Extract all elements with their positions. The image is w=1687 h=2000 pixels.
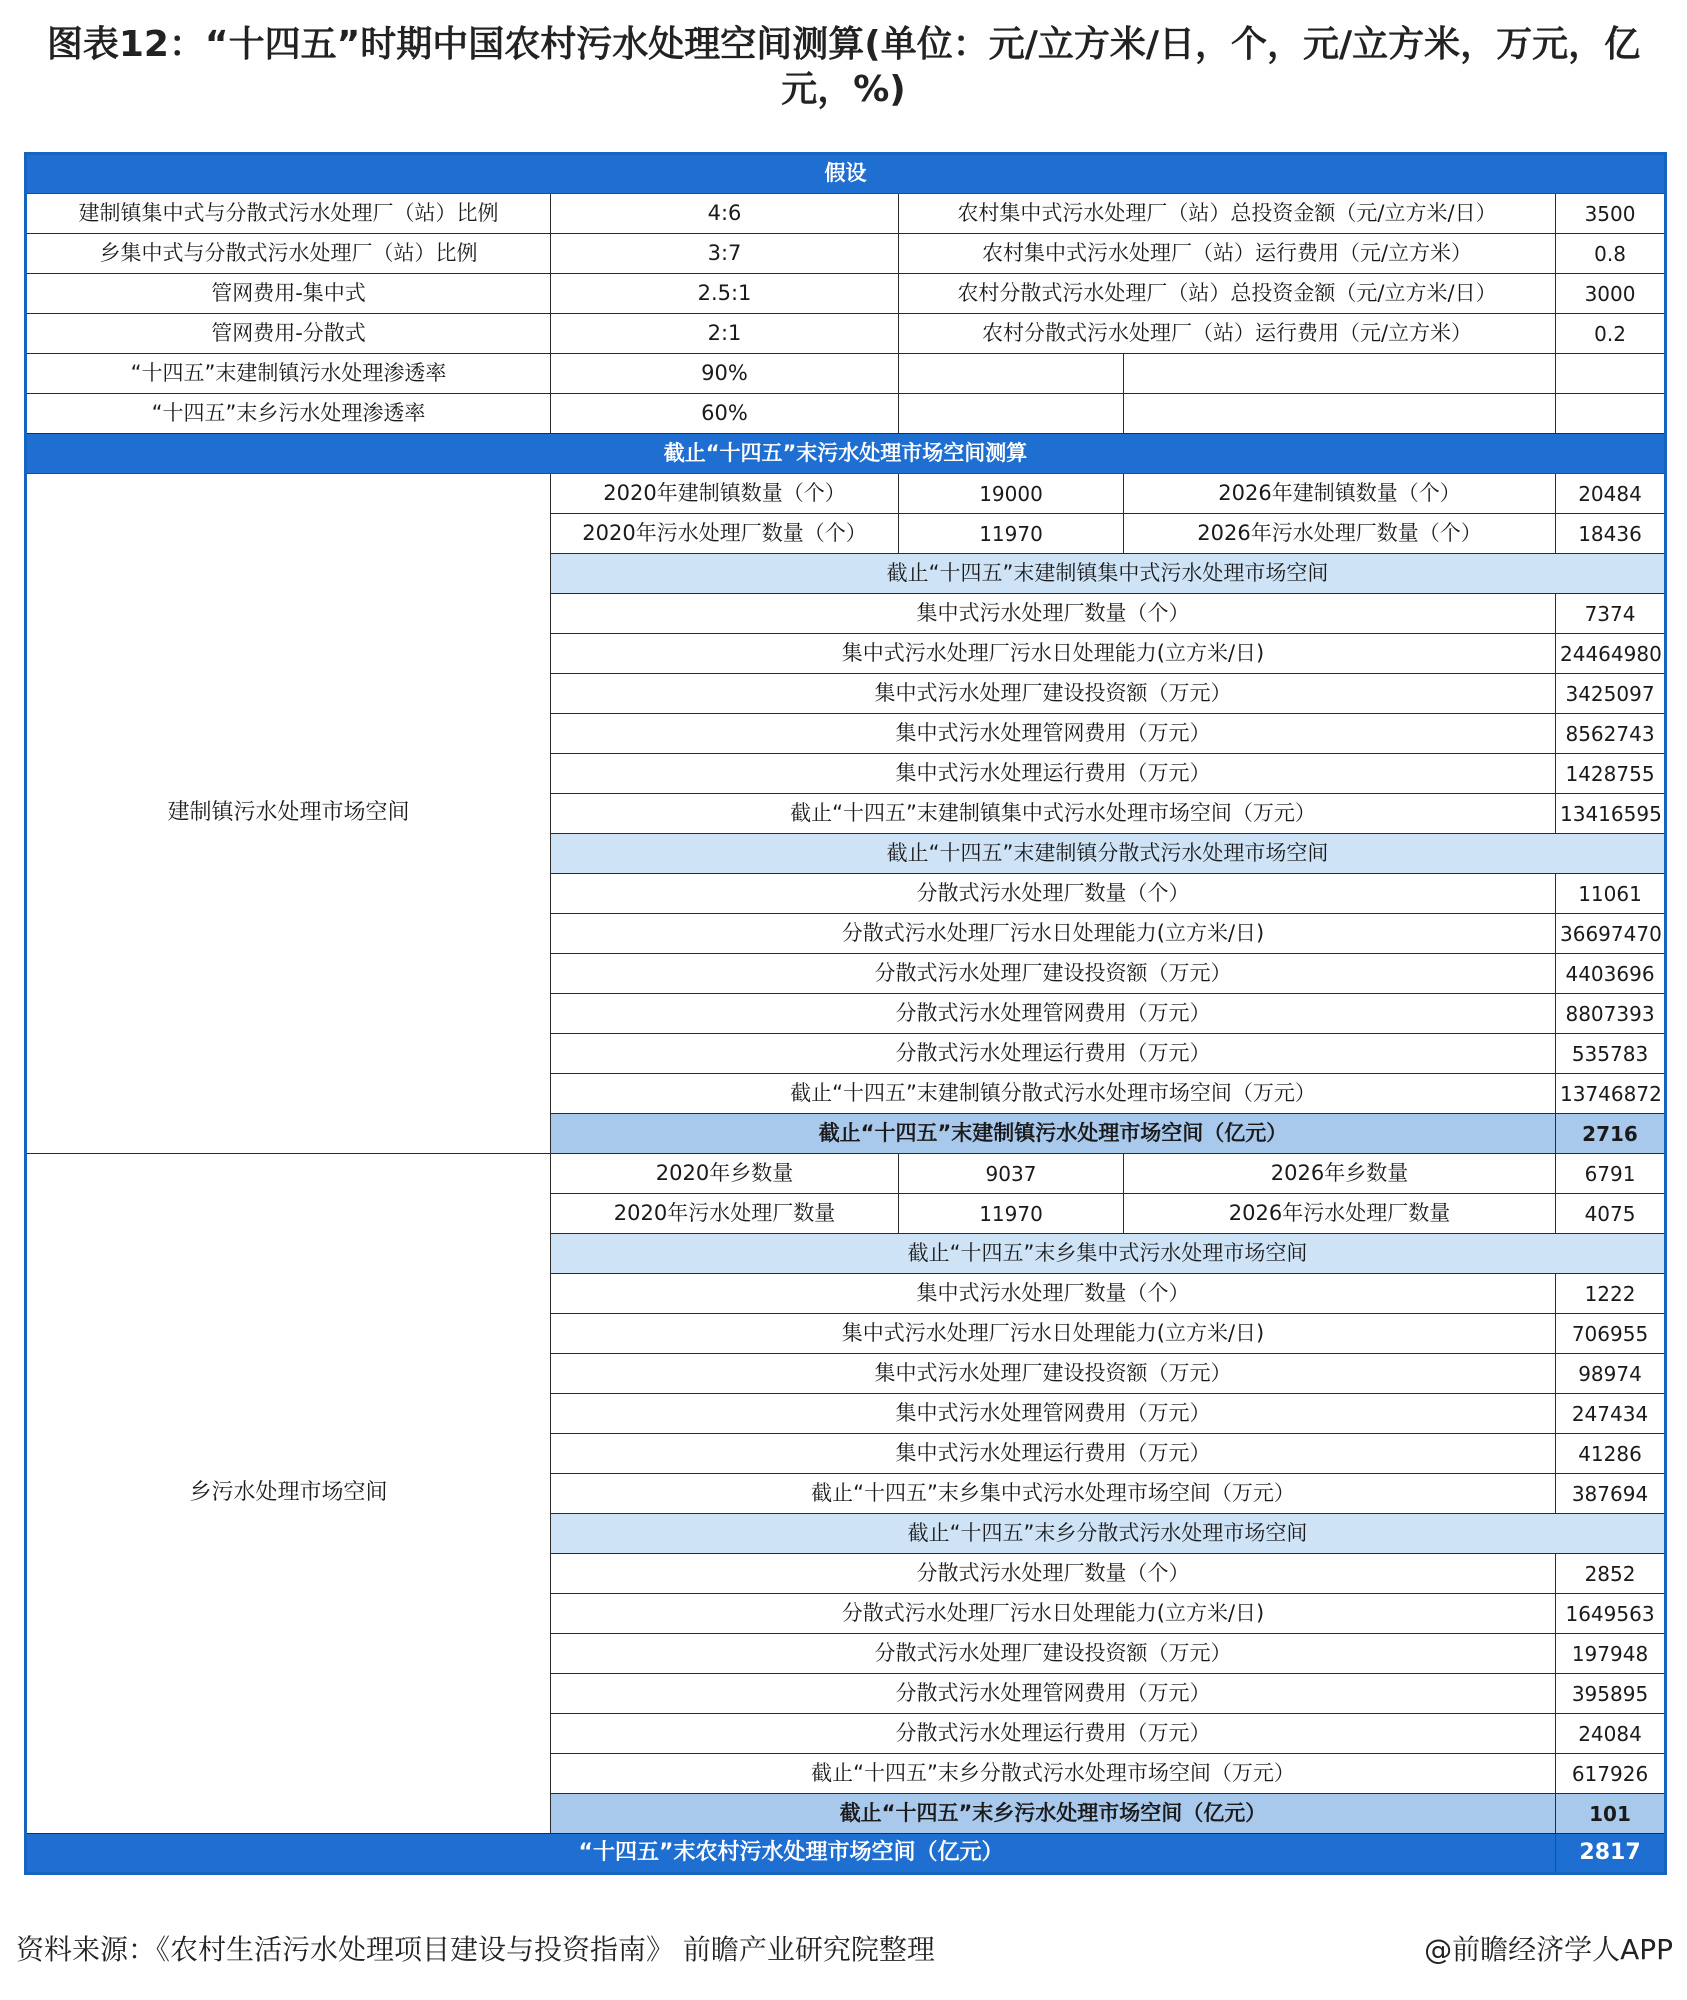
metric-label: 分散式污水处理管网费用（万元） [551,994,1556,1034]
assumption-label: 农村集中式污水处理厂（站）总投资金额（元/立方米/日） [899,194,1556,234]
page-title: 图表12：“十四五”时期中国农村污水处理空间测算(单位：元/立方米/日，个，元/立方米，万元，亿元，%) [46,24,1641,110]
metric-label: 集中式污水处理运行费用（万元） [551,754,1556,794]
metric-value: 8562743 [1556,714,1666,754]
metric-value: 247434 [1556,1394,1666,1434]
metric-value: 1649563 [1556,1594,1666,1634]
assumption-value: 60% [551,394,899,434]
assumptions-header: 假设 [26,154,1666,194]
count-value: 19000 [899,474,1124,514]
metric-value: 7374 [1556,594,1666,634]
empty-cell [1556,394,1666,434]
brand-watermark: @前瞻经济学人APP [1424,1933,1673,1966]
metric-value: 13416595 [1556,794,1666,834]
assumption-label: 乡集中式与分散式污水处理厂（站）比例 [26,234,551,274]
count-label: 2026年乡数量 [1124,1154,1556,1194]
assumption-value: 0.2 [1556,314,1666,354]
count-label: 2020年污水处理厂数量 [551,1194,899,1234]
metric-value: 24084 [1556,1714,1666,1754]
count-label: 2020年建制镇数量（个） [551,474,899,514]
count-value: 20484 [1556,474,1666,514]
count-label: 2020年乡数量 [551,1154,899,1194]
table-row [26,434,1666,474]
assumption-value: 0.8 [1556,234,1666,274]
metric-label: 分散式污水处理厂建设投资额（万元） [551,1634,1556,1674]
metric-value: 1428755 [1556,754,1666,794]
assumption-value: 3500 [1556,194,1666,234]
assumption-label: 农村分散式污水处理厂（站）总投资金额（元/立方米/日） [899,274,1556,314]
subsection-header: 截止“十四五”末乡集中式污水处理市场空间 [551,1234,1666,1274]
metric-label: 集中式污水处理厂数量（个） [551,594,1556,634]
estimation-table [24,152,1667,1875]
metric-value: 11061 [1556,874,1666,914]
assumption-label: 农村集中式污水处理厂（站）运行费用（元/立方米） [899,234,1556,274]
count-value: 11970 [899,1194,1124,1234]
metric-value: 3425097 [1556,674,1666,714]
count-label: 2026年污水处理厂数量（个） [1124,514,1556,554]
assumption-value: 2:1 [551,314,899,354]
metric-label: 截止“十四五”末乡集中式污水处理市场空间（万元） [551,1474,1556,1514]
calc-header: 截止“十四五”末污水处理市场空间测算 [26,434,1666,474]
metric-value: 98974 [1556,1354,1666,1394]
assumption-value: 3000 [1556,274,1666,314]
count-label: 2026年建制镇数量（个） [1124,474,1556,514]
metric-label: 集中式污水处理厂污水日处理能力(立方米/日) [551,1314,1556,1354]
metric-value: 2852 [1556,1554,1666,1594]
subtotal-value: 101 [1556,1794,1666,1834]
metric-label: 集中式污水处理运行费用（万元） [551,1434,1556,1474]
town-side-label: 建制镇污水处理市场空间 [26,474,551,1154]
metric-value: 4403696 [1556,954,1666,994]
table-row [26,394,1666,434]
count-value: 18436 [1556,514,1666,554]
assumption-value: 3:7 [551,234,899,274]
assumption-value: 90% [551,354,899,394]
table-row [26,234,1666,274]
metric-label: 分散式污水处理厂建设投资额（万元） [551,954,1556,994]
metric-label: 分散式污水处理厂污水日处理能力(立方米/日) [551,914,1556,954]
assumption-label: “十四五”末建制镇污水处理渗透率 [26,354,551,394]
empty-cell [899,354,1124,394]
metric-label: 分散式污水处理厂数量（个） [551,874,1556,914]
metric-value: 387694 [1556,1474,1666,1514]
metric-value: 395895 [1556,1674,1666,1714]
subsection-header: 截止“十四五”末建制镇分散式污水处理市场空间 [551,834,1666,874]
metric-label: 分散式污水处理运行费用（万元） [551,1714,1556,1754]
metric-label: 集中式污水处理厂数量（个） [551,1274,1556,1314]
count-label: 2026年污水处理厂数量 [1124,1194,1556,1234]
assumption-value: 4:6 [551,194,899,234]
metric-label: 集中式污水处理厂污水日处理能力(立方米/日) [551,634,1556,674]
count-value: 11970 [899,514,1124,554]
empty-cell [1124,354,1556,394]
empty-cell [1124,394,1556,434]
empty-cell [1556,354,1666,394]
metric-label: 截止“十四五”末建制镇分散式污水处理市场空间（万元） [551,1074,1556,1114]
metric-value: 24464980 [1556,634,1666,674]
table-row [26,474,1666,514]
source-note: 资料来源：《农村生活污水处理项目建设与投资指南》 前瞻产业研究院整理 [16,1933,935,1966]
metric-label: 集中式污水处理厂建设投资额（万元） [551,674,1556,714]
count-value: 4075 [1556,1194,1666,1234]
metric-value: 535783 [1556,1034,1666,1074]
table-row [26,194,1666,234]
subsection-header: 截止“十四五”末乡分散式污水处理市场空间 [551,1514,1666,1554]
assumption-label: 农村分散式污水处理厂（站）运行费用（元/立方米） [899,314,1556,354]
metric-value: 1222 [1556,1274,1666,1314]
table-row [26,354,1666,394]
metric-value: 197948 [1556,1634,1666,1674]
assumption-label: 管网费用-集中式 [26,274,551,314]
metric-label: 分散式污水处理厂污水日处理能力(立方米/日) [551,1594,1556,1634]
metric-label: 截止“十四五”末乡分散式污水处理市场空间（万元） [551,1754,1556,1794]
assumption-label: “十四五”末乡污水处理渗透率 [26,394,551,434]
count-label: 2020年污水处理厂数量（个） [551,514,899,554]
metric-value: 706955 [1556,1314,1666,1354]
metric-value: 8807393 [1556,994,1666,1034]
metric-label: 集中式污水处理厂建设投资额（万元） [551,1354,1556,1394]
metric-value: 617926 [1556,1754,1666,1794]
metric-value: 36697470 [1556,914,1666,954]
subtotal-label: 截止“十四五”末乡污水处理市场空间（亿元） [551,1794,1556,1834]
subtotal-value: 2716 [1556,1114,1666,1154]
count-value: 9037 [899,1154,1124,1194]
empty-cell [899,394,1124,434]
metric-value: 41286 [1556,1434,1666,1474]
assumption-label: 建制镇集中式与分散式污水处理厂（站）比例 [26,194,551,234]
assumption-label: 管网费用-分散式 [26,314,551,354]
metric-label: 分散式污水处理管网费用（万元） [551,1674,1556,1714]
metric-label: 分散式污水处理运行费用（万元） [551,1034,1556,1074]
metric-label: 截止“十四五”末建制镇集中式污水处理市场空间（万元） [551,794,1556,834]
count-value: 6791 [1556,1154,1666,1194]
table-row [26,154,1666,194]
table-row [26,1154,1666,1194]
grand-total-label: “十四五”末农村污水处理市场空间（亿元） [26,1834,1556,1874]
subsection-header: 截止“十四五”末建制镇集中式污水处理市场空间 [551,554,1666,594]
metric-label: 集中式污水处理管网费用（万元） [551,714,1556,754]
table-row [26,1834,1666,1874]
subtotal-label: 截止“十四五”末建制镇污水处理市场空间（亿元） [551,1114,1556,1154]
assumption-value: 2.5:1 [551,274,899,314]
metric-label: 集中式污水处理管网费用（万元） [551,1394,1556,1434]
metric-label: 分散式污水处理厂数量（个） [551,1554,1556,1594]
table-row [26,274,1666,314]
grand-total-value: 2817 [1556,1834,1666,1874]
township-side-label: 乡污水处理市场空间 [26,1154,551,1834]
metric-value: 13746872 [1556,1074,1666,1114]
table-row [26,314,1666,354]
